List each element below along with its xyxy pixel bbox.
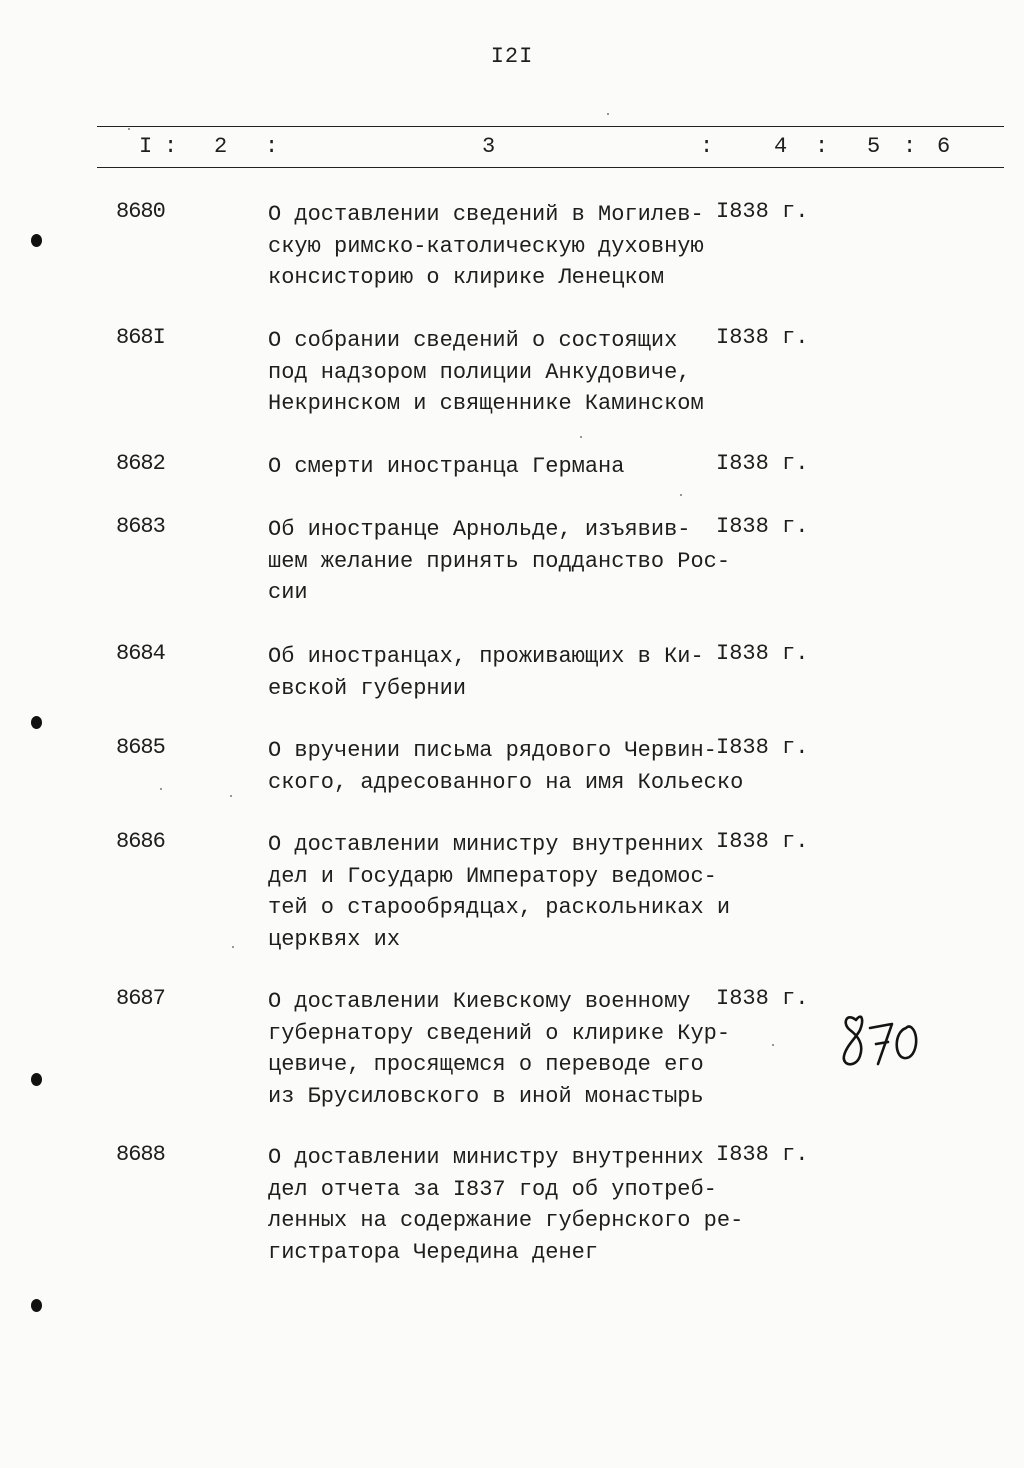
column-separator: :: [700, 134, 714, 159]
scan-speck: [230, 795, 232, 797]
entry-description: О доставлении Киевскому военному губернатору сведений о клирике Кур- цевиче, просящемся о переводе его из Брусиловского в иной монастырь: [268, 989, 731, 1109]
handwritten-annotation: [838, 1006, 928, 1076]
entry-number: 8682: [116, 451, 165, 476]
entry-year: I838 г.: [716, 451, 809, 476]
entry-year: I838 г.: [716, 1142, 809, 1167]
scan-speck: [680, 494, 682, 496]
entry-year: I838 г.: [716, 514, 809, 539]
entry-number: 8687: [116, 986, 165, 1011]
column-header-6: 6: [937, 134, 951, 159]
entry-description: О доставлении сведений в Могилев- скую римско-католическую духовную консисторию о клирике Ленецком: [268, 202, 704, 290]
entry-description: О собрании сведений о состоящих под надзором полиции Анкудовиче, Некринском и священнике Каминском: [268, 328, 704, 416]
punch-hole: [31, 1073, 42, 1086]
scan-speck: [607, 113, 609, 115]
punch-hole: [31, 1299, 42, 1312]
column-separator: :: [903, 134, 917, 159]
punch-hole: [31, 716, 42, 729]
entry-number: 868I: [116, 325, 165, 350]
entry-number: 8688: [116, 1142, 165, 1167]
scan-speck: [580, 436, 582, 438]
entry-number: 8685: [116, 735, 165, 760]
column-header-1: I: [139, 134, 153, 159]
scan-speck: [772, 1044, 774, 1046]
column-header-4: 4: [774, 134, 788, 159]
entry-number: 8684: [116, 641, 165, 666]
entry-number: 8683: [116, 514, 165, 539]
entry-number: 8686: [116, 829, 165, 854]
entry-year: I838 г.: [716, 641, 809, 666]
entry-year: I838 г.: [716, 325, 809, 350]
entry-year: I838 г.: [716, 735, 809, 760]
column-header-3: 3: [482, 134, 496, 159]
entry-year: I838 г.: [716, 199, 809, 224]
entry-description: О смерти иностранца Германа: [268, 454, 625, 479]
header-rule-top: [97, 126, 1004, 127]
column-separator: :: [164, 134, 178, 159]
scan-speck: [128, 128, 130, 130]
entry-description: О доставлении министру внутренних дел отчета за I837 год об употреб- ленных на содержание губернского ре- гистратора Чередина денег: [268, 1145, 744, 1265]
punch-hole: [31, 234, 42, 247]
header-rule-bottom: [97, 167, 1004, 168]
page-number: I2I: [490, 44, 534, 69]
entry-description: Об иностранцах, проживающих в Ки- евской губернии: [268, 644, 704, 701]
entry-number: 8680: [116, 199, 165, 224]
scan-speck: [160, 788, 162, 790]
entry-description: О вручении письма рядового Червин- ского, адресованного на имя Кольеско: [268, 738, 744, 795]
column-header-2: 2: [214, 134, 228, 159]
entry-year: I838 г.: [716, 829, 809, 854]
entry-description: Об иностранце Арнольде, изъявив- шем желание принять подданство Рос- сии: [268, 517, 731, 605]
column-separator: :: [815, 134, 829, 159]
column-header-5: 5: [867, 134, 881, 159]
entry-year: I838 г.: [716, 986, 809, 1011]
scan-speck: [232, 946, 234, 948]
entry-description: О доставлении министру внутренних дел и Государю Императору ведомос- тей о старообрядцах, раскольниках и церквях их: [268, 832, 731, 952]
column-separator: :: [265, 134, 279, 159]
